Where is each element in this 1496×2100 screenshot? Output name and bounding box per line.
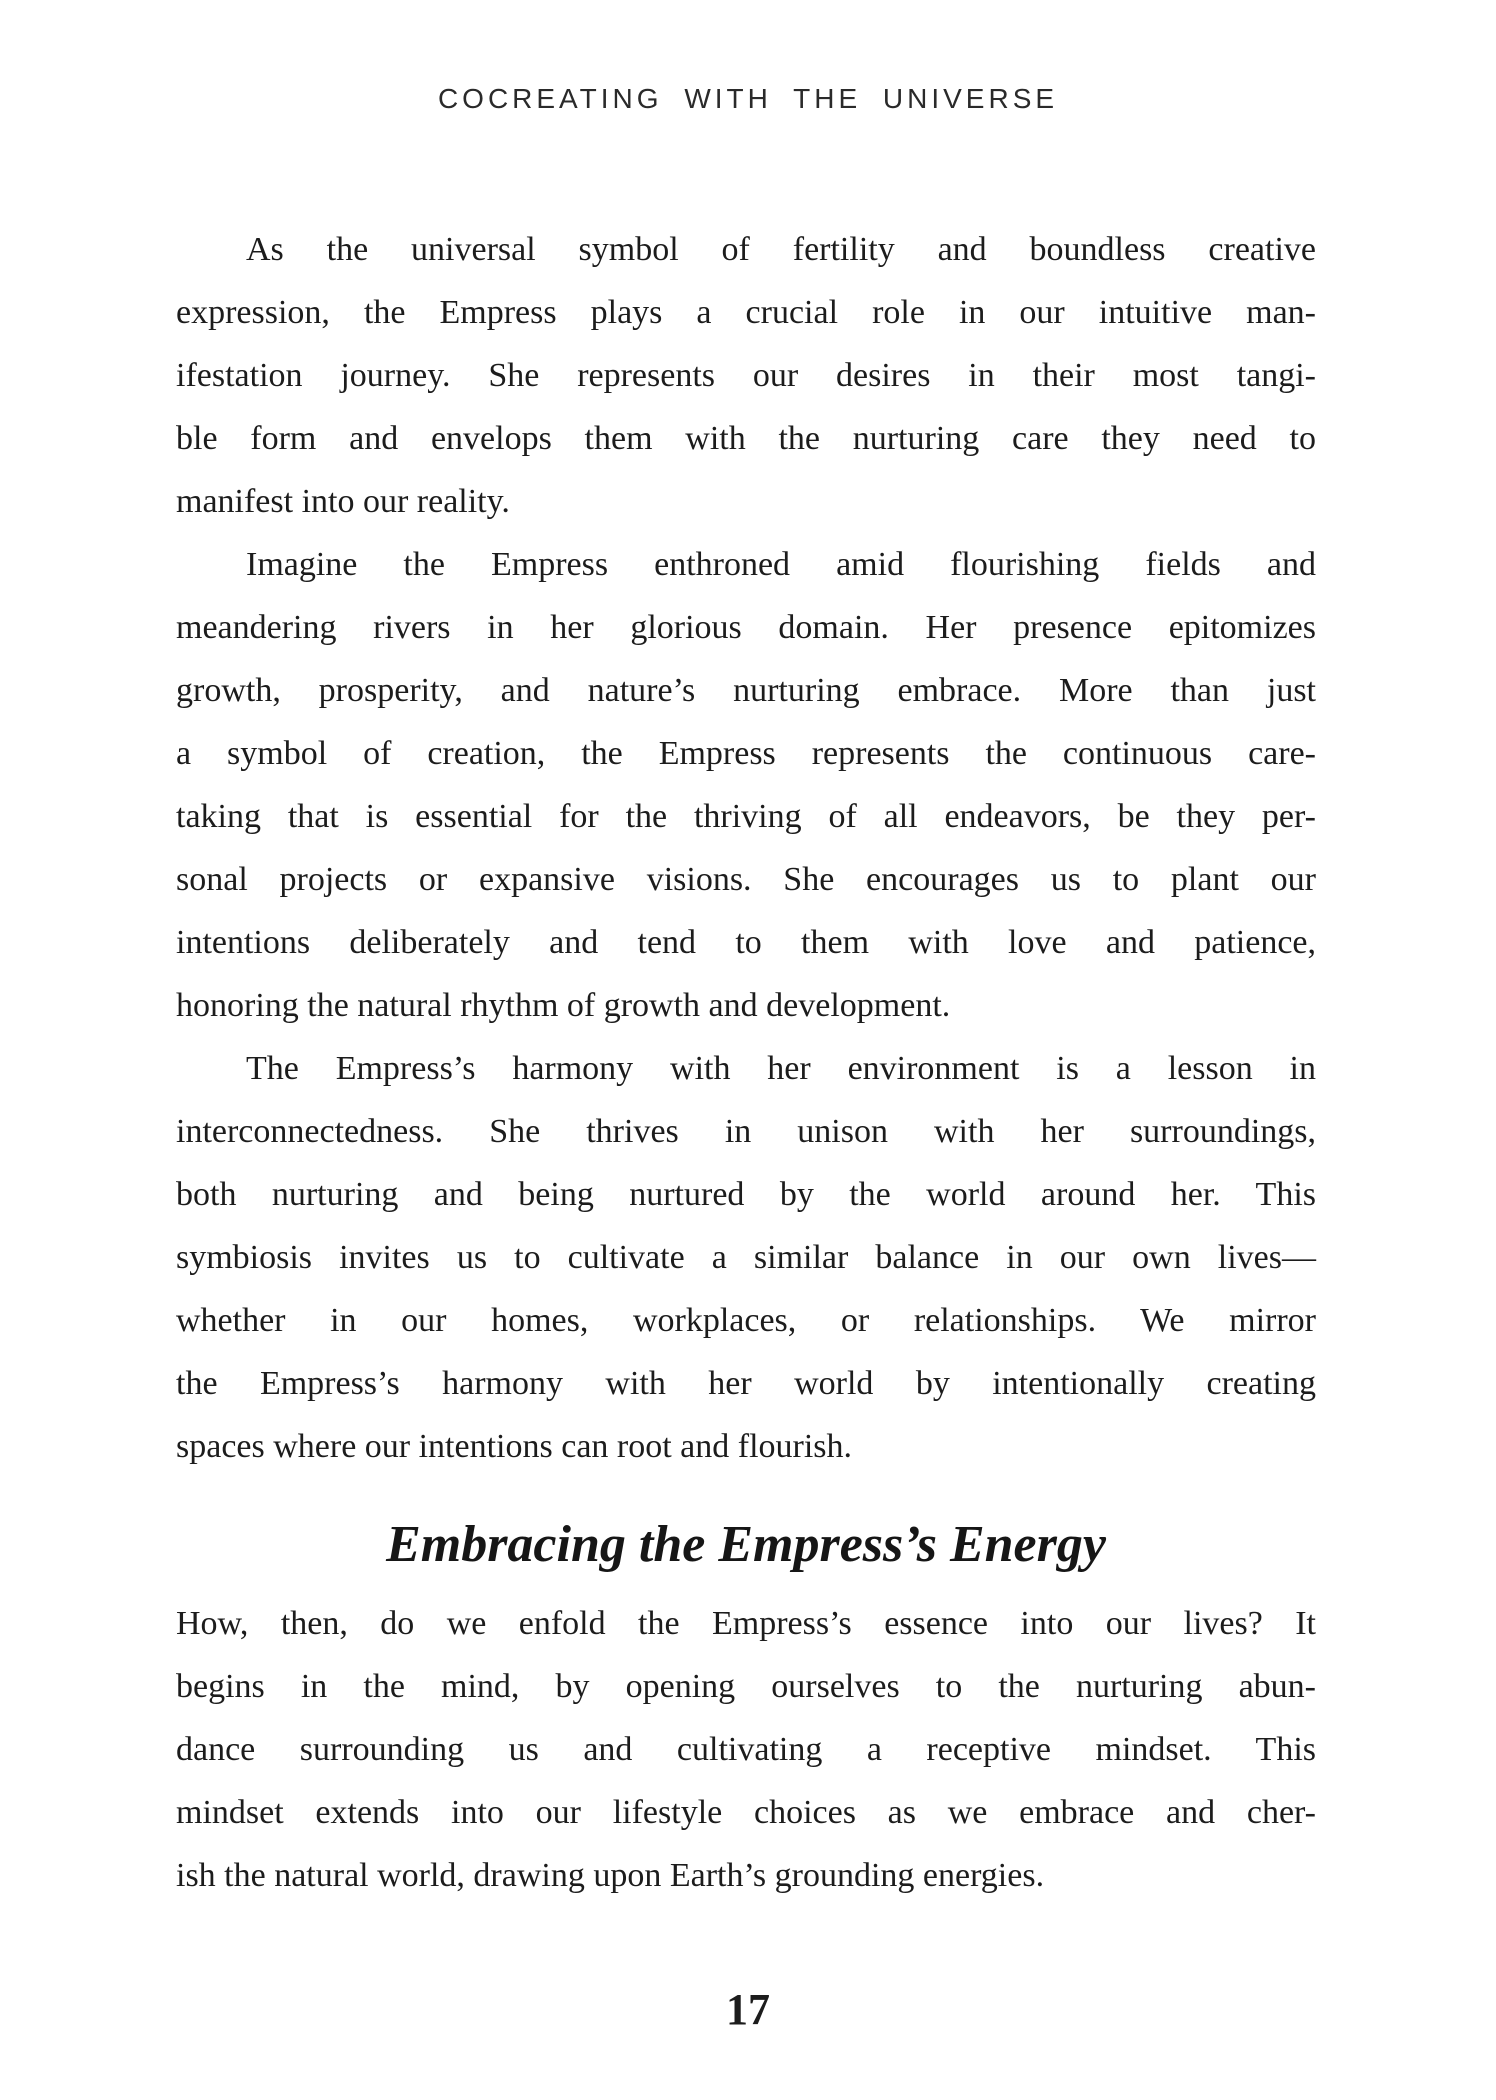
text-line: taking that is essential for the thriving of all endeavors, be they per-	[176, 798, 1316, 835]
text-line: expression, the Empress plays a crucial role in our intuitive man-	[176, 294, 1316, 331]
text-line: ish the natural world, drawing upon Earth’s grounding energies.	[176, 1857, 1045, 1894]
text-line: meandering rivers in her glorious domain. Her presence epitomizes	[176, 609, 1316, 646]
page-number: 17	[726, 1985, 770, 2034]
text-line: symbiosis invites us to cultivate a similar balance in our own lives—	[176, 1239, 1316, 1276]
text-line: both nurturing and being nurtured by the world around her. This	[176, 1176, 1316, 1213]
text-line: whether in our homes, workplaces, or relationships. We mirror	[176, 1302, 1316, 1339]
text-line: As the universal symbol of fertility and boundless creative	[246, 231, 1316, 268]
text-line: the Empress’s harmony with her world by intentionally creating	[176, 1365, 1316, 1402]
text-line: The Empress’s harmony with her environment is a lesson in	[246, 1050, 1316, 1087]
text-line: manifest into our reality.	[176, 483, 510, 520]
text-line: sonal projects or expansive visions. She encourages us to plant our	[176, 861, 1316, 898]
text-line: intentions deliberately and tend to them with love and patience,	[176, 924, 1316, 961]
text-line: dance surrounding us and cultivating a receptive mindset. This	[176, 1731, 1316, 1768]
text-line: spaces where our intentions can root and flourish.	[176, 1428, 853, 1465]
running-header: COCREATING WITH THE UNIVERSE	[437, 83, 1059, 114]
text-line: ifestation journey. She represents our desires in their most tangi-	[176, 357, 1316, 394]
text-line: ble form and envelops them with the nurturing care they need to	[176, 420, 1316, 457]
text-line: How, then, do we enfold the Empress’s essence into our lives? It	[176, 1605, 1316, 1642]
text-line: mindset extends into our lifestyle choices as we embrace and cher-	[176, 1794, 1316, 1831]
text-line: a symbol of creation, the Empress represents the continuous care-	[176, 735, 1316, 772]
text-line: Imagine the Empress enthroned amid flourishing fields and	[246, 546, 1316, 583]
text-line: begins in the mind, by opening ourselves to the nurturing abun-	[176, 1668, 1316, 1705]
paragraph	[176, 533, 1316, 1037]
text-line: interconnectedness. She thrives in unison with her surroundings,	[176, 1113, 1316, 1150]
paragraph	[176, 1592, 1316, 1907]
text-block	[176, 218, 1316, 1907]
section-heading: Embracing the Empress’s Energy	[386, 1516, 1106, 1573]
text-line: growth, prosperity, and nature’s nurturing embrace. More than just	[176, 672, 1316, 709]
text-line: honoring the natural rhythm of growth and development.	[176, 987, 951, 1024]
paragraph	[176, 218, 1316, 533]
paragraph	[176, 1037, 1316, 1478]
